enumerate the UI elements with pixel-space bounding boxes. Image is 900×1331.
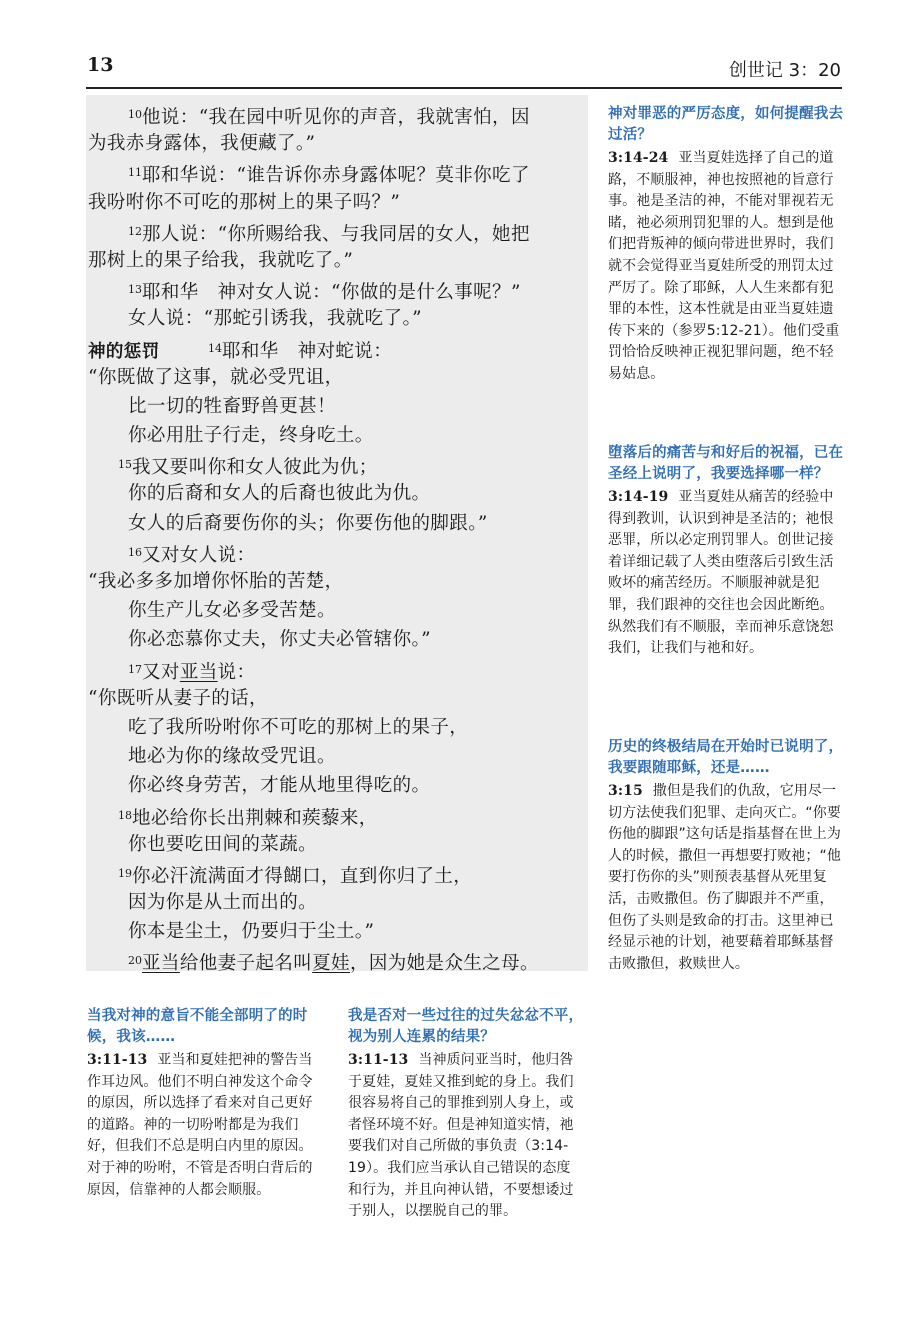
- person-name: 亚当: [179, 661, 218, 683]
- note-body: 3:11-13 亚当和夏娃把神的警告当作耳边风。他们不明白神发这个命令的原因，所以选择了看来对自己更好的道路。神的一切吩咐都是为我们好，但我们不总是明白内里的原因。对于神的吩咐，不管是否明白背后的原因，信靠神的人都会顺服。: [87, 1052, 313, 1198]
- scripture-text: [86, 95, 588, 975]
- poetry-line: $^{19}$你必汗流满面才得餬口，直到你归了土，: [118, 865, 473, 887]
- verse-line: 神的惩罚 $^{14}$耶和华 神对蛇说：: [88, 334, 580, 363]
- verse-number: 18: [118, 808, 132, 822]
- study-note: [608, 104, 844, 386]
- poetry-line: 你也要吃田间的菜蔬。: [128, 833, 318, 855]
- verse-line: 那树上的果子给我，我就吃了。”: [88, 249, 354, 271]
- note-title: 神对罪恶的严厉态度，如何提醒我去过活？: [608, 106, 844, 143]
- poetry-line: 你必恋慕你丈夫，你丈夫必管辖你。”: [128, 629, 432, 651]
- verse-number: 15: [118, 458, 132, 472]
- study-note: [348, 1006, 584, 1223]
- note-body: 3:14-19 亚当夏娃从痛苦的经验中得到教训，认识到神是圣洁的；祂恨恶罪，所以必定刑罚罪人。创世记接着详细记载了人类由堕落后引致生活败坏的痛苦经历。不顺服神就是犯罪，我们跟神的交往也会因此断绝。纵然我们有不顺服，幸而神乐意饶恕我们，让我们与祂和好。: [608, 489, 834, 657]
- note-reference: 3:11-13: [348, 1052, 409, 1068]
- study-note: [608, 443, 844, 660]
- verse-number: 10: [128, 108, 142, 121]
- verse-line: $^{17}$又对亚当说：: [128, 661, 256, 683]
- poetry-line: 你必用肚子行走，终身吃土。: [128, 425, 374, 447]
- header-rule: [86, 87, 842, 89]
- poetry-line: 你生产儿女必多受苦楚。: [128, 600, 336, 622]
- verse-line: $^{13}$耶和华 神对女人说：“你做的是什么事呢？”: [128, 282, 521, 304]
- verse-line: $^{12}$那人说：“你所赐给我、与我同居的女人，她把: [128, 223, 530, 245]
- note-reference: 3:14-24: [608, 150, 669, 166]
- study-note: [608, 737, 844, 975]
- poetry-line: $^{18}$地必给你长出荆棘和蒺藜来，: [118, 807, 378, 829]
- person-name: 亚当: [142, 953, 180, 975]
- poetry-line: 女人的后裔要伤你的头；你要伤他的脚跟。”: [128, 512, 488, 534]
- verse-line: 女人说：“那蛇引诱我，我就吃了。”: [128, 308, 422, 330]
- poetry-line: $^{15}$我又要叫你和女人彼此为仇；: [118, 457, 378, 479]
- verse-line: $^{20}$亚当给他妻子起名叫夏娃，因为她是众生之母。: [128, 953, 539, 975]
- poetry-line: 比一切的牲畜野兽更甚！: [128, 395, 336, 417]
- verse-number: 11: [128, 166, 142, 180]
- poetry-line: 地必为你的缘故受咒诅。: [128, 746, 336, 768]
- poetry-line: “你既做了这事，就必受咒诅，: [88, 366, 344, 388]
- poetry-line: 你的后裔和女人的后裔也彼此为仇。: [128, 483, 431, 505]
- verse-number: 12: [128, 224, 142, 238]
- verse-number: 16: [128, 545, 142, 559]
- verse-line: $^{11}$耶和华说：“谁告诉你赤身露体呢？莫非你吃了: [128, 165, 530, 187]
- verse-number: 14: [208, 341, 222, 355]
- note-body: 3:15 撒但是我们的仇敌，它用尽一切方法使我们犯罪、走向灭亡。“你要伤他的脚跟”这句话是指基督在世上为人的时候，撒但一再想要打败祂；“他要打伤你的头”则预表基督从死里复活，击败撒但。伤了脚跟并不严重，但伤了头则是致命的打击。这里神已经显示祂的计划，祂要藉着耶稣基督击败撒但，救赎世人。: [608, 783, 841, 972]
- note-title: 历史的终极结局在开始时已说明了，我要跟随耶稣，还是……: [608, 739, 844, 776]
- person-name: 夏娃: [312, 953, 350, 975]
- verse-line: 我吩咐你不可吃的那树上的果子吗？”: [88, 191, 401, 213]
- verse-line: $^{10}$他说：“我在园中听见你的声音，我就害怕，因: [128, 107, 530, 128]
- note-body: 3:14-24 亚当夏娃选择了自己的道路，不顺服神，神也按照祂的旨意行事。祂是圣洁的神，不能对罪视若无睹，祂必须刑罚犯罪的人。想到是他们把背叛神的倾向带进世界时，我们就不会觉得亚当夏娃所受的刑罚太过严厉了。除了耶稣，人人生来都有犯罪的本性，这本性就是由亚当夏娃遗传下来的（参罗5:12-21）。他们受重罚恰恰反映神正视犯罪问题，绝不轻易姑息。: [608, 150, 840, 382]
- page-number: 13: [87, 54, 114, 76]
- verse-line: 为我赤身露体，我便藏了。”: [88, 133, 316, 155]
- note-reference: 3:15: [608, 783, 643, 799]
- verse-number: 13: [128, 283, 142, 297]
- poetry-line: 你必终身劳苦，才能从地里得吃的。: [128, 775, 431, 797]
- verse-number: 17: [128, 662, 142, 676]
- note-title: 当我对神的意旨不能全部明了的时候，我该……: [87, 1008, 308, 1045]
- poetry-line: 吃了我所吩咐你不可吃的那树上的果子，: [128, 716, 469, 738]
- poetry-line: 你本是尘土，仍要归于尘土。”: [128, 921, 375, 943]
- note-reference: 3:11-13: [87, 1052, 148, 1068]
- study-note: [87, 1006, 323, 1201]
- running-head: 创世记 3：20: [728, 60, 841, 81]
- note-body: 3:11-13 当神质问亚当时，他归咎于夏娃，夏娃又推到蛇的身上。我们很容易将自己的罪推到别人身上，或者怪环境不好。但是神知道实情，祂要我们对自己所做的事负责（3:14-19）。我们应当承认自己错误的态度和行为，并且向神认错，不要想诿过于别人，以摆脱自己的罪。: [348, 1052, 574, 1220]
- verse-line: $^{16}$又对女人说：: [128, 544, 256, 566]
- poetry-line: “我必多多加增你怀胎的苦楚，: [88, 571, 344, 592]
- poetry-line: “你既听从妻子的话，: [88, 687, 268, 709]
- poetry-line: 因为你是从土而出的。: [128, 892, 318, 914]
- verse-number: 20: [128, 954, 142, 968]
- note-reference: 3:14-19: [608, 489, 669, 505]
- note-title: 我是否对一些过往的过失忿忿不平，视为别人连累的结果？: [348, 1008, 584, 1045]
- verse-number: 19: [118, 866, 132, 880]
- note-title: 堕落后的痛苦与和好后的祝福，已在圣经上说明了，我要选择哪一样？: [608, 445, 844, 482]
- section-heading: 神的惩罚: [88, 341, 160, 362]
